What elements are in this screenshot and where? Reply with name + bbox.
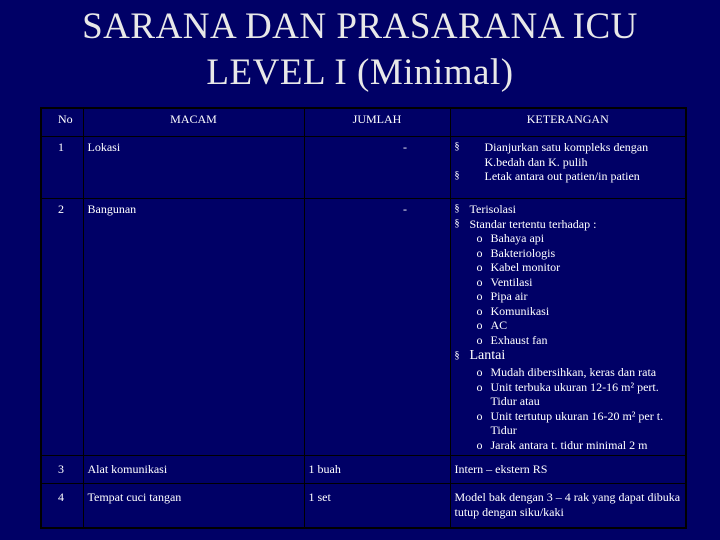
list-item: o Unit tertutup ukuran 16-20 m² per t. Tidur: [477, 409, 682, 438]
row-no: 4: [41, 484, 83, 528]
table-row: [41, 199, 686, 456]
lantai-list: [455, 347, 682, 365]
list-item: o Mudah dibersihkan, keras dan rata: [477, 365, 682, 380]
row-jumlah: -: [304, 199, 450, 456]
icu-facility-table: [40, 107, 687, 529]
row-jumlah: -: [304, 137, 450, 199]
row-jumlah: 1 buah: [304, 456, 450, 484]
slide-title-line-2: LEVEL I (Minimal): [206, 52, 514, 93]
row-macam: Lokasi: [83, 137, 304, 199]
bangunan-list: [455, 202, 682, 231]
table-row: [41, 456, 686, 484]
keterangan-list: [455, 140, 682, 184]
list-item: o Bahaya api: [477, 231, 682, 246]
row-keterangan: [450, 137, 686, 199]
list-item: o Komunikasi: [477, 304, 682, 319]
row-no: 1: [41, 137, 83, 199]
row-keterangan: Intern – ekstern RS: [450, 456, 686, 484]
list-item: § Dianjurkan satu kompleks dengan K.bedah dan K. pulih: [455, 140, 682, 169]
list-item: o Kabel monitor: [477, 260, 682, 275]
header-jumlah: JUMLAH: [304, 108, 450, 137]
list-item: o Jarak antara t. tidur minimal 2 m: [477, 438, 682, 453]
lantai-label: § Lantai: [455, 347, 682, 365]
header-keterangan: KETERANGAN: [450, 108, 686, 137]
list-item: o Exhaust fan: [477, 333, 682, 348]
row-macam: Tempat cuci tangan: [83, 484, 304, 528]
list-item: o Bakteriologis: [477, 246, 682, 261]
list-item: o Pipa air: [477, 289, 682, 304]
table-row: [41, 484, 686, 528]
list-item: o Unit terbuka ukuran 12-16 m² pert. Tidur atau: [477, 380, 682, 409]
list-item: o Ventilasi: [477, 275, 682, 290]
slide-title: [0, 4, 720, 96]
row-macam: Alat komunikasi: [83, 456, 304, 484]
row-no: 3: [41, 456, 83, 484]
list-item: § Letak antara out patien/in patien: [455, 169, 682, 184]
row-keterangan: Model bak dengan 3 – 4 rak yang dapat dibuka tutup dengan siku/kaki: [450, 484, 686, 528]
list-item: o AC: [477, 318, 682, 333]
table-header-row: [41, 108, 686, 137]
standar-label: Standar tertentu terhadap :: [469, 216, 597, 231]
row-keterangan: [450, 199, 686, 456]
standar-sublist: [455, 231, 682, 347]
slide-title-line-1: SARANA DAN PRASARANA ICU: [82, 6, 638, 47]
lantai-sublist: [455, 365, 682, 452]
header-macam: MACAM: [83, 108, 304, 137]
row-jumlah: 1 set: [304, 484, 450, 528]
table-row: [41, 137, 686, 199]
row-no: 2: [41, 199, 83, 456]
list-item: [455, 217, 682, 232]
row-macam: Bangunan: [83, 199, 304, 456]
header-no: No: [41, 108, 83, 137]
list-item: § Terisolasi: [455, 202, 682, 217]
